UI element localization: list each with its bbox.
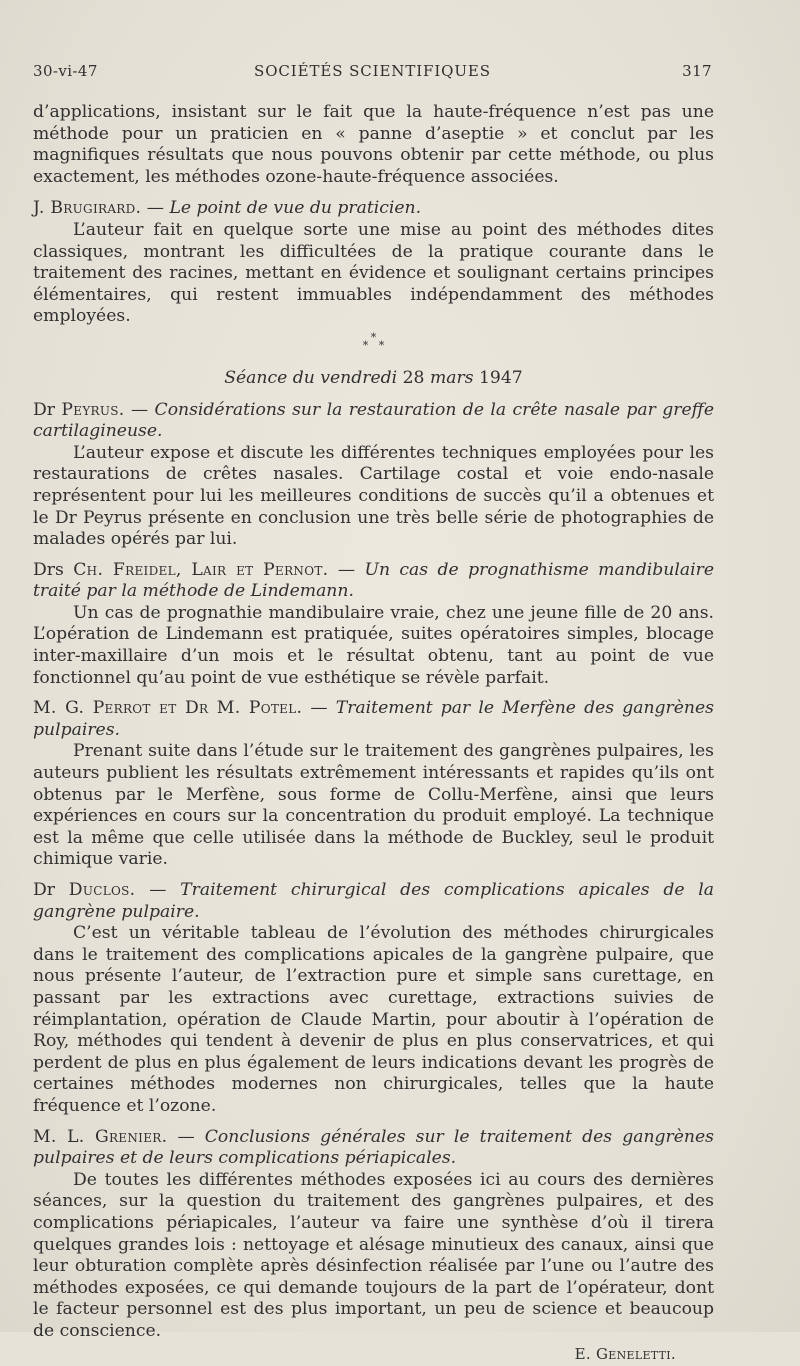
entry-body: C’est un véritable tableau de l’évolution des méthodes chirurgicales dans le traitement des complications apicales de la gangrène pulpaire, que nous présente l’auteur, de l’extraction pure et simple sans curettage, en passant par les extractions avec curettage, extractions suivies de réimplantation, opération de Claude Martin, pour aboutir à l’opération de Roy, méthodes qui tendent à devenir de plus en plus conservatrices, et qui perdent de plus en plus également de leurs indications devant les progrès de certaines méthodes modernes non chirurgicales, telles que la haute fréquence et l’ozone.	[33, 923, 714, 1116]
entry-author-prefix: Dr	[33, 399, 62, 420]
entry-dash: —	[135, 880, 181, 900]
section-separator	[33, 330, 714, 356]
session-heading-prefix: Séance du vendredi	[224, 367, 403, 388]
asterism-right: *	[378, 338, 385, 352]
entry-dash: —	[141, 198, 170, 219]
entry-heading	[33, 198, 714, 220]
entry-duclos	[33, 880, 714, 923]
entry-title: Conclusions générales sur le traitement des gangrènes pulpaires et de leurs complications périapicales.	[33, 1126, 714, 1169]
entry-brugirard	[33, 198, 714, 220]
entry-heading	[33, 880, 714, 923]
entry-dash: —	[167, 1126, 205, 1147]
signature: E. Geneletti.	[574, 1345, 676, 1364]
entry-heading	[33, 1127, 714, 1170]
entry-dash: —	[328, 559, 365, 580]
asterism-left: *	[362, 338, 369, 352]
running-header	[33, 62, 712, 84]
entry-body: L’auteur expose et discute les différentes techniques employées pour les restaurations de crêtes nasales. Cartilage costal et voie endo-nasale représentent pour lui les meilleures conditions de succès qu’il a obtenues et le Dr Peyrus présente en conclusion une très belle série de photographies de malades opérés par lui.	[33, 442, 714, 550]
entry-author: M. L. Grenier.	[33, 1126, 168, 1147]
entry-title: Le point de vue du praticien.	[169, 198, 422, 219]
entry-perrot-potel	[33, 698, 714, 741]
entry-heading	[33, 560, 714, 603]
opening-paragraph: d’applications, insistant sur le fait que la haute-fréquence n’est pas une méthode pour un praticien en « panne d’aseptie » et conclut par les magnifiques résultats que nous pouvons obtenir par cette méthode, ou plus exactement, les méthodes ozone-haute-fréquence associées.	[33, 102, 714, 187]
entry-author-prefix: Drs	[33, 559, 74, 580]
entry-author: Duclos.	[68, 880, 136, 900]
entry-title: Traitement par le Merfène des gangrènes pulpaires.	[33, 698, 714, 740]
issue-date: 30-vi-47	[33, 62, 98, 80]
entry-author-prefix: Dr	[33, 880, 69, 900]
session-heading	[33, 368, 714, 390]
entry-grenier	[33, 1127, 714, 1170]
entry-title: Un cas de prognathisme mandibulaire traité par la méthode de Lindemann.	[33, 559, 714, 602]
entry-title: Considérations sur la restauration de la crête nasale par greffe cartilagineuse.	[33, 399, 714, 442]
entry-author: M. G. Perrot et Dr M. Potel.	[33, 698, 303, 719]
entry-peyrus	[33, 400, 714, 443]
entry-freidel	[33, 560, 714, 603]
entry-author: Ch. Freidel, Lair et Pernot.	[73, 559, 329, 580]
entry-title: Traitement chirurgical des complications apicales de la gangrène pulpaire.	[33, 880, 714, 922]
entry-heading	[33, 698, 714, 741]
session-month: mars	[424, 367, 479, 388]
entry-body: Un cas de prognathie mandibulaire vraie, chez une jeune fille de 20 ans. L’opération de Lindemann est pratiquée, suites opératoires simples, blocage inter-maxillaire d’un mois et le résultat obtenu, tant au point de vue fonctionnel qu’au point de vue esthétique se révèle parfait.	[33, 602, 714, 688]
entry-body: De toutes les différentes méthodes exposées ici au cours des dernières séances, sur la question du traitement des gangrènes pulpaires, et des complications périapicales, l’auteur va faire une synthèse d’où il tirera quelques grandes lois : nettoyage et alésage minutieux des canaux, ainsi que leur obturation complète après désinfection réalisée par l’une ou l’autre des méthodes exposées, ce qui demande toujours de la part de l’opérateur, dont le facteur personnel est des plus important, un peu de science et beaucoup de conscience.	[33, 1169, 714, 1341]
session-year: 1947	[479, 367, 523, 388]
entry-dash: —	[124, 399, 155, 420]
article-body	[33, 102, 714, 1366]
entry-body: L’auteur fait en quelque sorte une mise au point des méthodes dites classiques, montrant les difficultées de la pratique courante dans le traitement des racines, mettant en évidence et soulignant certains principes élémentaires, qui restent immuables indépendamment des méthodes employées.	[33, 219, 714, 327]
entry-author: Peyrus.	[61, 399, 125, 420]
entry-author: J. Brugirard.	[33, 198, 142, 219]
entry-dash: —	[302, 698, 336, 719]
asterism-top: *	[370, 330, 377, 344]
session-day: 28	[402, 367, 425, 388]
entry-body: Prenant suite dans l’étude sur le traitement des gangrènes pulpaires, les auteurs publient les résultats extrêmement intéressants et rapides qu’ils ont obtenus par le Merfène, sous forme de Collu-Merfène, ainsi que leurs expériences en cours sur la concentration du produit employé. La technique est la même que celle utilisée dans la méthode de Buckley, seul le produit chimique varie.	[33, 741, 714, 870]
section-title: SOCIÉTÉS SCIENTIFIQUES	[254, 62, 491, 80]
asterism-bottom	[33, 338, 714, 352]
entry-heading	[33, 400, 714, 443]
page-number: 317	[682, 62, 712, 80]
